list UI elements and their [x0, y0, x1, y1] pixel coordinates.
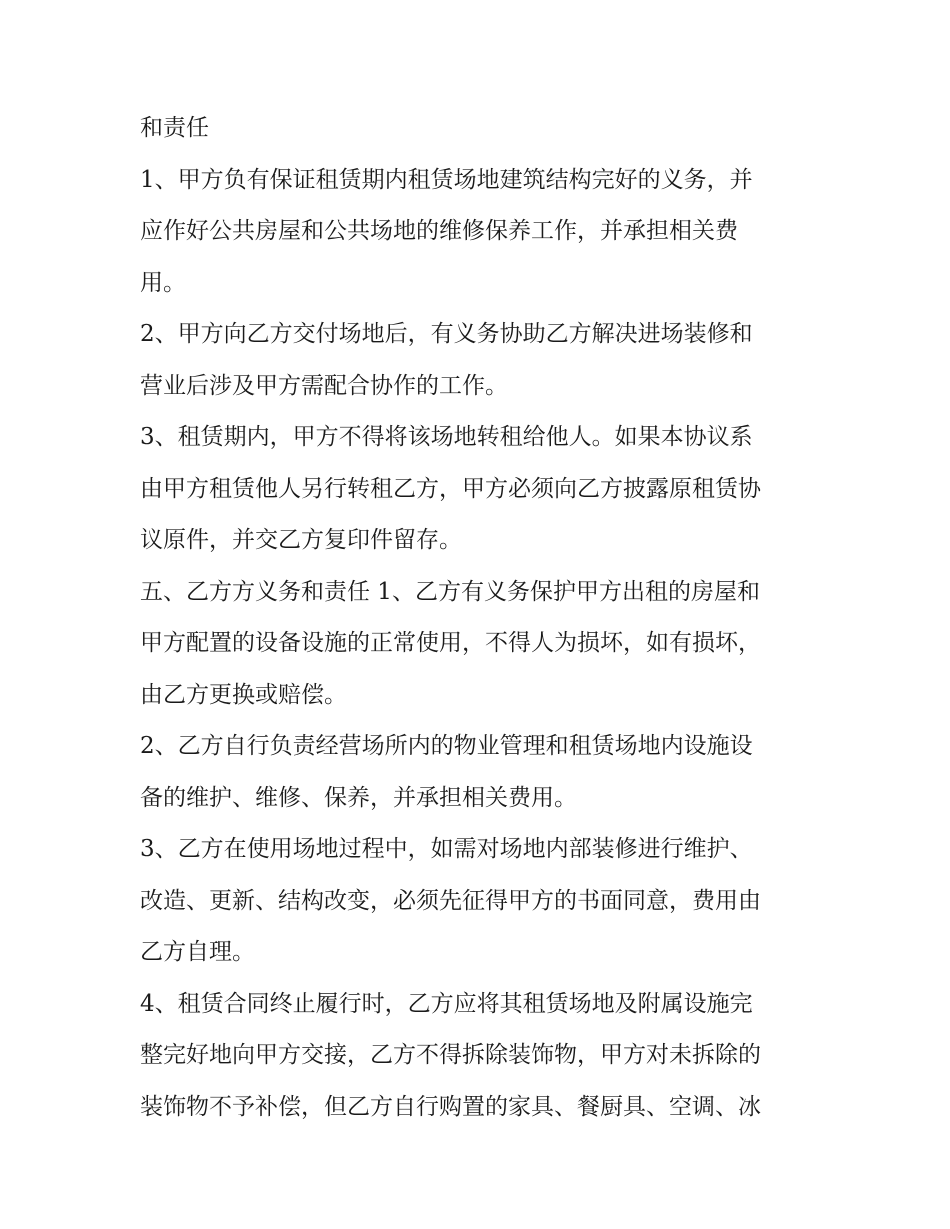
text-line: 甲方配置的设备设施的正常使用，不得人为损坏，如有损坏， [140, 630, 761, 656]
text-line: 由乙方更换或赔偿。 [140, 681, 347, 708]
text-line: 改造、更新、结构改变，必须先征得甲方的书面同意，费用由 [140, 887, 761, 914]
text-line: 用。 [140, 269, 186, 296]
text-line: 2、乙方自行负责经营场所内的物业管理和租赁场地内设施设 [140, 733, 753, 759]
text-line: 2、甲方向乙方交付场地后，有义务协助乙方解决进场装修和 [140, 321, 753, 347]
text-line: 装饰物不予补偿，但乙方自行购置的家具、餐厨具、空调、冰 [140, 1093, 761, 1120]
text-line: 3、租赁期内，甲方不得将该场地转租给他人。如果本协议系 [140, 424, 753, 450]
text-line: 应作好公共房屋和公共场地的维修保养工作，并承担相关费 [140, 218, 738, 244]
text-line: 备的维护、维修、保养，并承担相关费用。 [140, 784, 577, 811]
text-line: 营业后涉及甲方需配合协作的工作。 [140, 372, 508, 399]
text-line: 议原件，并交乙方复印件留存。 [140, 527, 462, 553]
text-line: 五、乙方方义务和责任 1、乙方有义务保护甲方出租的房屋和 [140, 578, 760, 605]
text-line: 乙方自理。 [140, 939, 255, 965]
text-line: 3、乙方在使用场地过程中，如需对场地内部装修进行维护、 [140, 836, 753, 862]
text-line: 由甲方租赁他人另行转租乙方，甲方必须向乙方披露原租赁协 [140, 475, 761, 502]
text-line: 整完好地向甲方交接，乙方不得拆除装饰物，甲方对未拆除的 [140, 1042, 761, 1068]
text-line: 4、租赁合同终止履行时，乙方应将其租赁场地及附属设施完 [140, 990, 753, 1017]
text-line: 1、甲方负有保证租赁期内租赁场地建筑结构完好的义务，并 [140, 166, 753, 193]
text-line: 和责任 [140, 115, 209, 141]
document-body [140, 103, 820, 1133]
